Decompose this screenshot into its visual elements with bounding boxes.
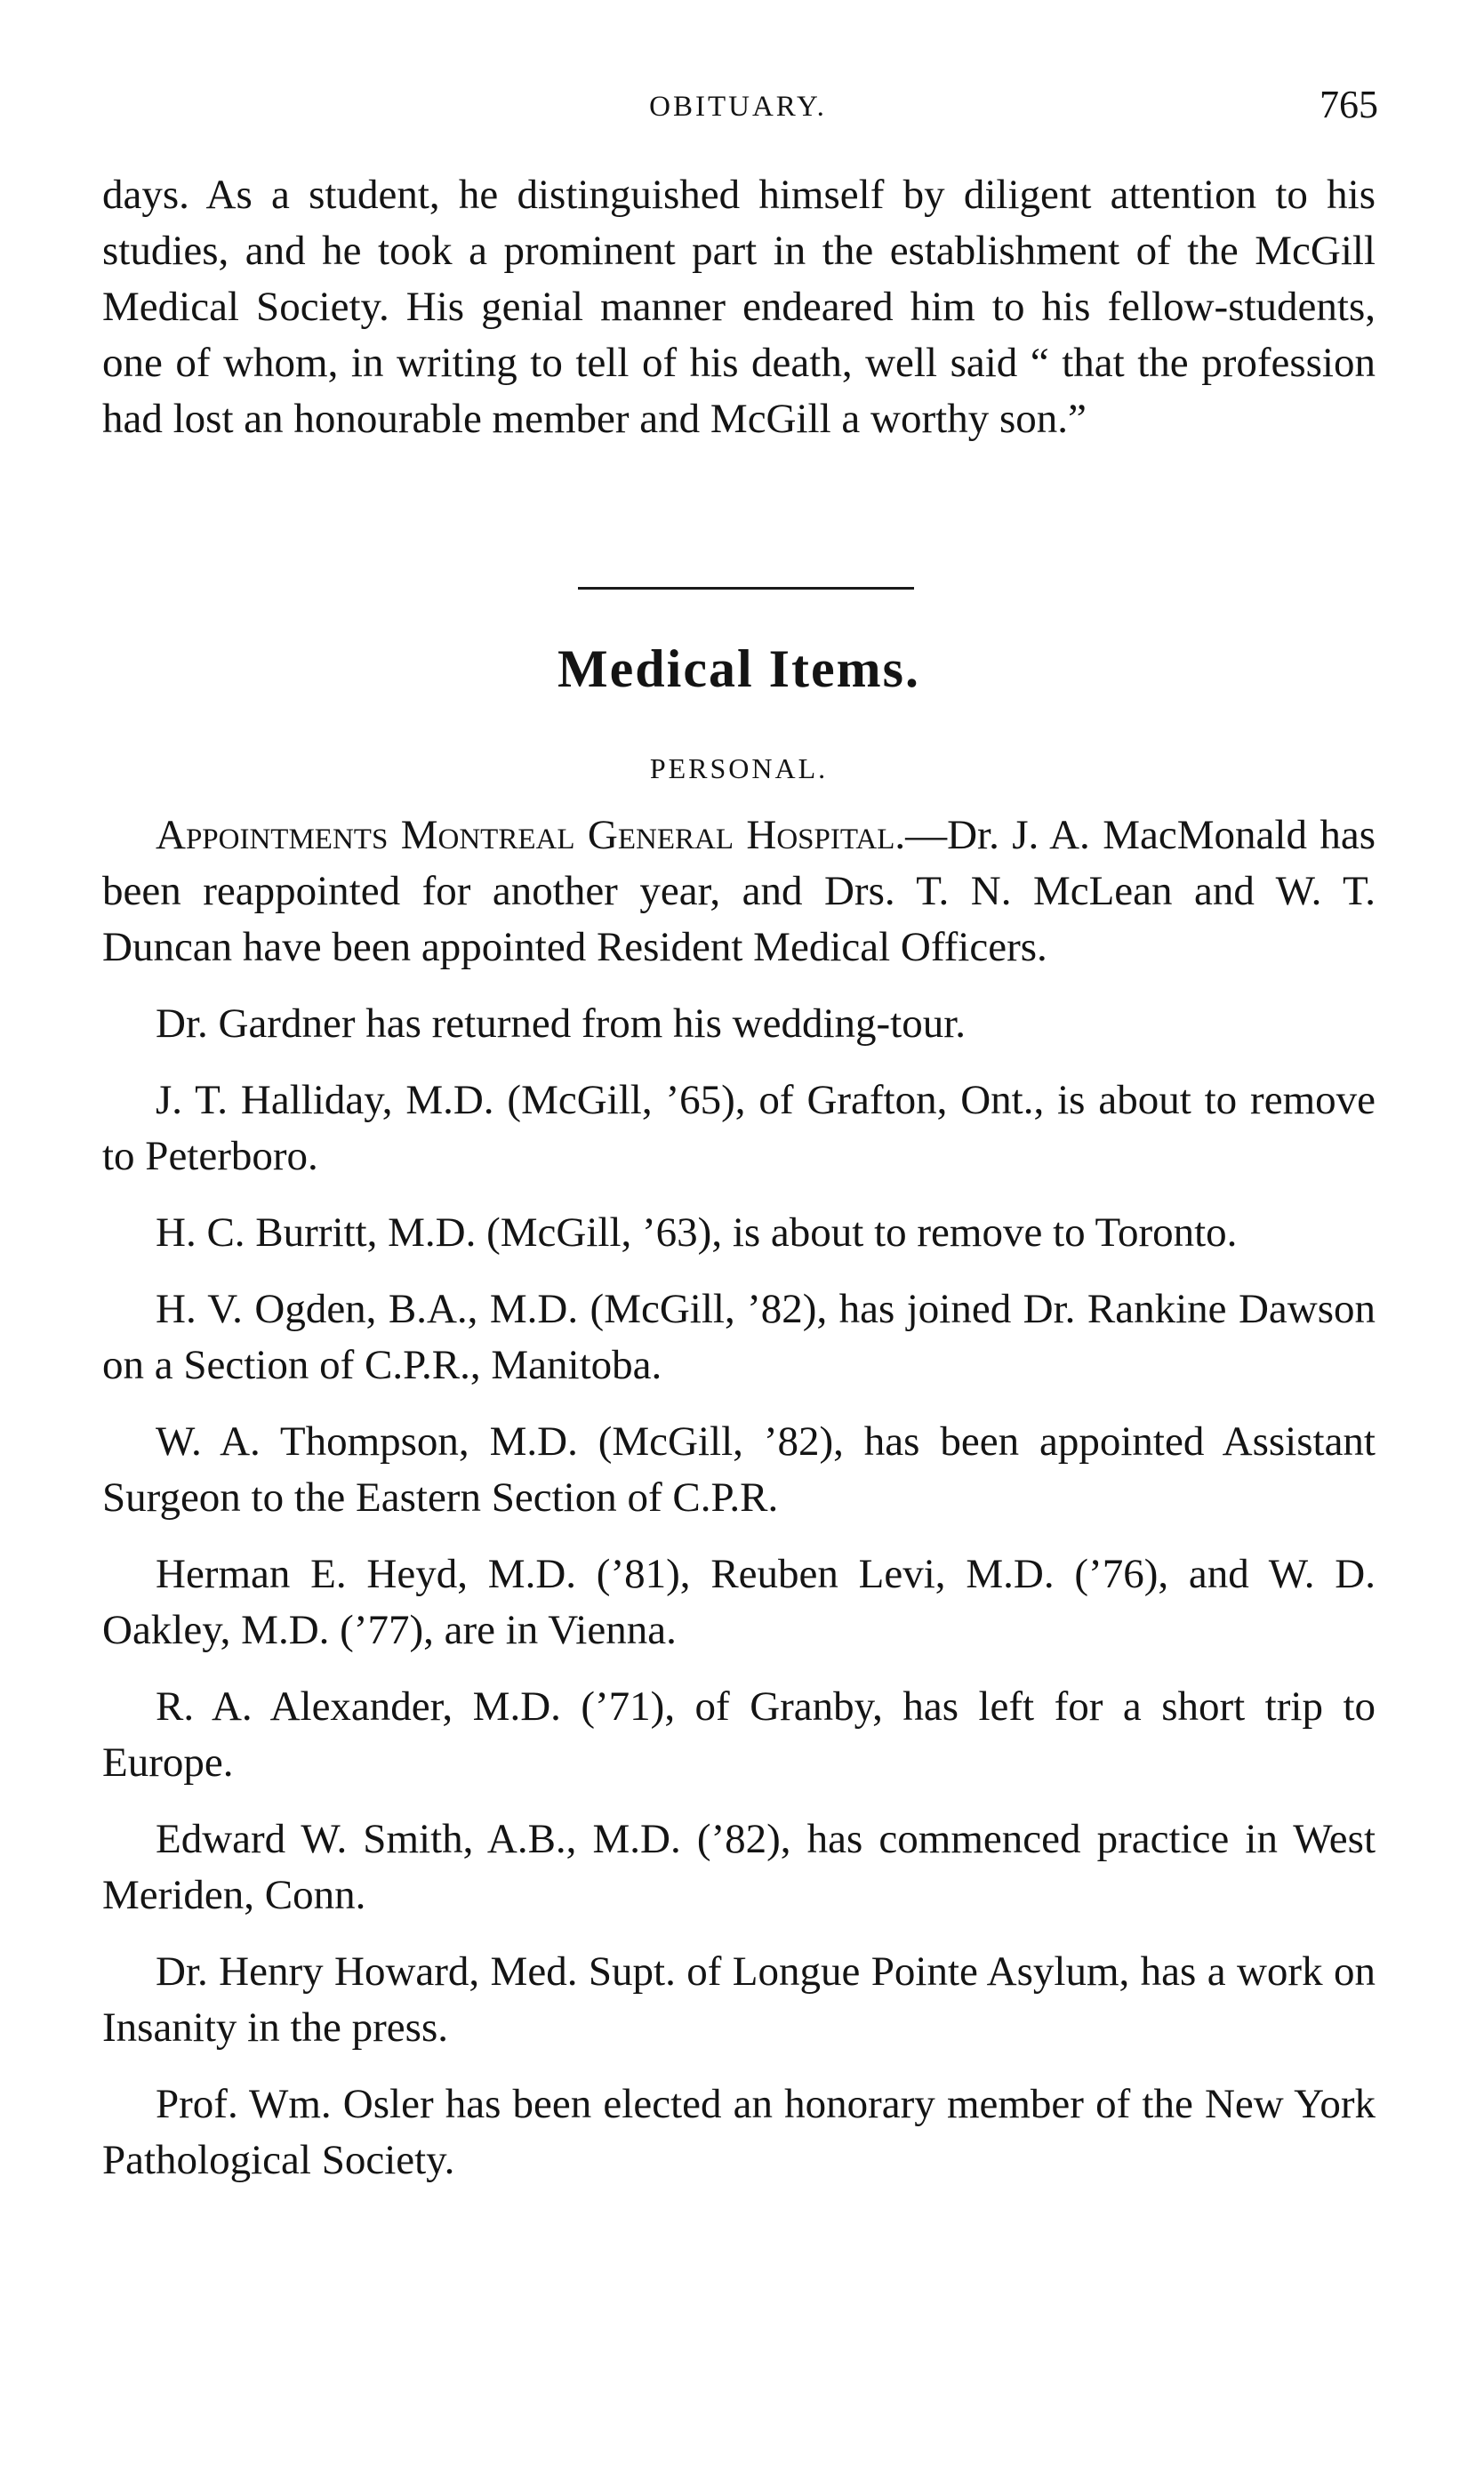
item-ogden (102, 1281, 1376, 1394)
item-appointments (102, 807, 1376, 976)
item-text: H. C. Burritt, M.D. (McGill, ’63), is about to remove to Toronto. (156, 1209, 1238, 1256)
item-text: R. A. Alexander, M.D. (’71), of Granby, has left for a short trip to Europe. (102, 1683, 1376, 1786)
item-lead: Appointments Montreal General Hospital. (156, 812, 906, 858)
item-text: Edward W. Smith, A.B., M.D. (’82), has commenced practice in West Meriden, Conn. (102, 1816, 1376, 1918)
page-number: 765 (1320, 83, 1378, 126)
item-text: Dr. Gardner has returned from his wedding-tour. (156, 1000, 967, 1047)
item-text: Dr. Henry Howard, Med. Supt. of Longue Pointe Asylum, has a work on Insanity in the press. (102, 1948, 1376, 2051)
item-burritt (102, 1205, 1376, 1261)
item-text: —Dr. J. A. MacMonald has been reappointed for another year, and Drs. T. N. McLean and W. T. Duncan have been appointed Resident Medical Officers. (102, 812, 1376, 970)
item-alexander (102, 1679, 1376, 1791)
subsection-heading: PERSONAL. (649, 752, 829, 784)
item-heyd-levi-oakley (102, 1546, 1376, 1659)
obituary-continuation (102, 167, 1376, 447)
item-smith (102, 1811, 1376, 1924)
section-heading: Medical Items. (558, 639, 920, 698)
section-divider (578, 587, 914, 590)
item-text: H. V. Ogden, B.A., M.D. (McGill, ’82), has joined Dr. Rankine Dawson on a Section of C.P.R., Manitoba. (102, 1286, 1376, 1388)
personal-items (102, 807, 1376, 2209)
item-howard (102, 1944, 1376, 2056)
item-text: Prof. Wm. Osler has been elected an honorary member of the New York Pathological Society. (102, 2081, 1376, 2183)
item-thompson (102, 1414, 1376, 1526)
item-text: Herman E. Heyd, M.D. (’81), Reuben Levi, M.D. (’76), and W. D. Oakley, M.D. (’77), are in Vienna. (102, 1551, 1376, 1653)
running-head (98, 82, 1378, 135)
item-gardner (102, 996, 1376, 1052)
item-osler (102, 2076, 1376, 2189)
item-text: W. A. Thompson, M.D. (McGill, ’82), has been appointed Assistant Surgeon to the Eastern Section of C.P.R. (102, 1418, 1376, 1521)
item-text: J. T. Halliday, M.D. (McGill, ’65), of Grafton, Ont., is about to remove to Peterboro. (102, 1077, 1376, 1179)
running-title: OBITUARY. (649, 91, 827, 123)
obituary-paragraph: days. As a student, he distinguished himself by diligent attention to his studies, and he took a prominent part in the establishment of the McGill Medical Society. His genial manner endeared him to his fellow-students, one of whom, in writing to tell of his death, well said “ that the profession had lost an honourable member and McGill a worthy son.” (102, 172, 1376, 442)
item-halliday (102, 1072, 1376, 1185)
